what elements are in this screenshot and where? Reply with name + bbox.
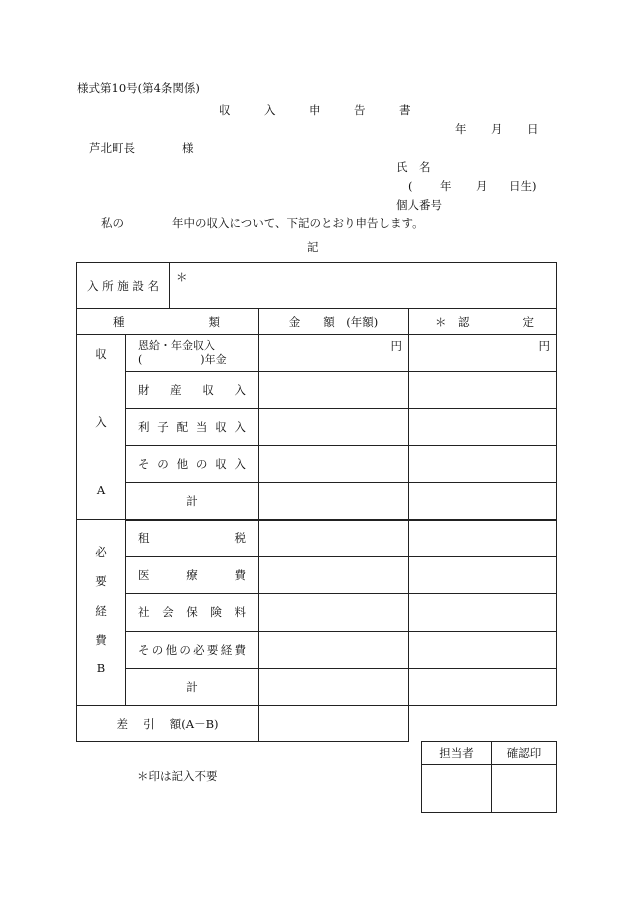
yen-unit: 円	[538, 339, 551, 353]
amount-cell[interactable]	[259, 335, 409, 372]
title-char: 収	[219, 103, 231, 117]
difference-label: 差 引 額(A－B)	[77, 706, 259, 742]
col-approval-header	[409, 309, 557, 335]
label-char: 配	[176, 420, 189, 434]
my-number-label: 個人番号	[396, 198, 442, 212]
label-char: の	[151, 642, 164, 657]
approval-cell[interactable]	[409, 409, 557, 446]
label-char: 租	[138, 531, 150, 546]
approval-cell[interactable]	[409, 631, 557, 668]
expense-subtotal-row	[77, 668, 557, 705]
expense-row-insurance	[77, 594, 557, 631]
label-char: 財	[138, 383, 150, 397]
pension-line1: 恩給・年金収入	[138, 339, 215, 353]
income-group-label	[77, 335, 126, 520]
label-char: 要	[206, 642, 219, 657]
amount-cell[interactable]	[259, 520, 409, 557]
person-in-charge-cell[interactable]	[422, 765, 492, 813]
label-char: 他	[165, 642, 178, 657]
facility-input[interactable]	[170, 263, 557, 309]
approval-cell[interactable]	[409, 335, 557, 372]
blank-cell	[409, 706, 557, 742]
title-char: 申	[309, 103, 321, 117]
label-char: 経	[220, 642, 233, 657]
group-char: 入	[95, 415, 107, 429]
group-char: B	[96, 661, 106, 675]
name-label: 氏 名	[396, 160, 431, 174]
label-char: 子	[157, 420, 169, 434]
amount-cell[interactable]	[259, 668, 409, 705]
label-char: そ	[138, 642, 150, 657]
statement-prefix: 私の	[101, 216, 124, 230]
yen-unit: 円	[390, 339, 402, 353]
subtotal-label: 計	[126, 668, 259, 705]
title-char: 告	[354, 103, 366, 117]
addressee-honorific: 様	[182, 141, 194, 155]
expense-group-label	[77, 520, 126, 706]
facility-label: 入 所 施 設 名	[77, 263, 170, 309]
expense-row-tax	[77, 520, 557, 557]
asterisk-mark: ＊	[176, 270, 188, 284]
stamp-box	[421, 741, 557, 813]
date-day: 日	[527, 122, 539, 136]
row-label	[126, 409, 259, 446]
approval-cell[interactable]	[409, 668, 557, 705]
row-label	[126, 372, 259, 409]
income-row-other	[77, 446, 557, 483]
label-char: 当	[195, 420, 208, 434]
pension-open: (	[138, 353, 143, 366]
col-type-header	[77, 309, 259, 335]
group-char: 要	[95, 574, 107, 589]
form-number: 様式第10号(第4条関係)	[77, 81, 200, 95]
label-char: 必	[193, 642, 205, 657]
row-label	[126, 520, 259, 557]
pension-close: )年金	[200, 353, 227, 366]
header-row	[77, 309, 557, 335]
approval-cell[interactable]	[409, 520, 557, 557]
row-label	[126, 446, 259, 483]
income-subtotal-row	[77, 483, 557, 520]
date-year: 年	[455, 122, 467, 136]
col-approval-char: 定	[522, 314, 535, 329]
amount-cell[interactable]	[259, 706, 409, 742]
label-char: 費	[234, 642, 246, 657]
label-char: 収	[215, 457, 227, 471]
confirm-seal-cell[interactable]	[492, 765, 557, 813]
row-label	[126, 557, 259, 594]
label-char: 料	[234, 605, 246, 620]
ki-mark: 記	[307, 240, 319, 254]
title-char: 入	[264, 103, 276, 117]
birth-day: 日生)	[509, 179, 537, 193]
expense-row-medical	[77, 557, 557, 594]
income-table	[76, 262, 557, 742]
expense-row-other	[77, 631, 557, 668]
label-char: 入	[234, 383, 246, 397]
col-amount-header: 金 額 (年額)	[259, 309, 409, 335]
subtotal-label: 計	[126, 483, 259, 520]
facility-row	[77, 263, 557, 309]
income-row-property	[77, 372, 557, 409]
label-char: の	[195, 457, 208, 471]
confirm-seal-label: 確認印	[492, 742, 557, 765]
amount-cell[interactable]	[259, 557, 409, 594]
group-char: 必	[95, 545, 107, 559]
amount-cell[interactable]	[259, 483, 409, 520]
group-char: 経	[95, 603, 107, 618]
amount-cell[interactable]	[259, 446, 409, 483]
birth-month: 月	[476, 179, 488, 193]
statement-body: 年中の収入について、下記のとおり申告します。	[172, 216, 424, 230]
label-char: 会	[162, 605, 174, 620]
label-char: 収	[202, 383, 214, 397]
person-in-charge-label: 担当者	[422, 742, 492, 765]
income-row-pension	[77, 335, 557, 372]
approval-cell[interactable]	[409, 372, 557, 409]
label-char: そ	[138, 457, 150, 471]
approval-cell[interactable]	[409, 594, 557, 631]
group-char: 費	[95, 632, 107, 647]
approval-cell[interactable]	[409, 483, 557, 520]
amount-cell[interactable]	[259, 631, 409, 668]
birth-year: 年	[440, 179, 452, 193]
label-char: 利	[138, 420, 150, 434]
difference-row	[77, 706, 557, 742]
label-char: 入	[234, 457, 246, 471]
addressee-name: 芦北町長	[89, 141, 135, 155]
label-char: 税	[234, 531, 246, 546]
row-label	[126, 594, 259, 631]
label-char: 医	[138, 568, 150, 583]
label-char: 療	[186, 568, 198, 583]
amount-cell[interactable]	[259, 594, 409, 631]
label-char: 産	[170, 383, 182, 397]
note-text: ＊印は記入不要	[137, 769, 218, 783]
label-char: 費	[234, 568, 246, 583]
col-type-char: 種	[113, 314, 125, 329]
date-month: 月	[491, 122, 503, 136]
label-char: 入	[234, 420, 246, 434]
income-row-interest	[77, 409, 557, 446]
label-char: 険	[210, 605, 222, 620]
row-label	[126, 631, 259, 668]
label-char: の	[179, 642, 191, 657]
pension-label	[126, 335, 259, 372]
label-char: 収	[215, 420, 227, 434]
approval-cell[interactable]	[409, 446, 557, 483]
amount-cell[interactable]	[259, 372, 409, 409]
label-char: 他	[176, 457, 189, 471]
col-approval-char: ＊ 認	[435, 314, 470, 329]
birth-open: (	[408, 179, 413, 193]
title-char: 書	[399, 103, 411, 117]
approval-cell[interactable]	[409, 557, 557, 594]
group-char: 収	[95, 346, 107, 361]
label-char: 社	[138, 605, 150, 620]
amount-cell[interactable]	[259, 409, 409, 446]
label-char: 保	[186, 605, 198, 620]
group-char: A	[96, 482, 106, 497]
pension-type-blank[interactable]	[142, 353, 200, 367]
label-char: の	[157, 457, 169, 471]
col-type-char: 類	[208, 314, 220, 329]
